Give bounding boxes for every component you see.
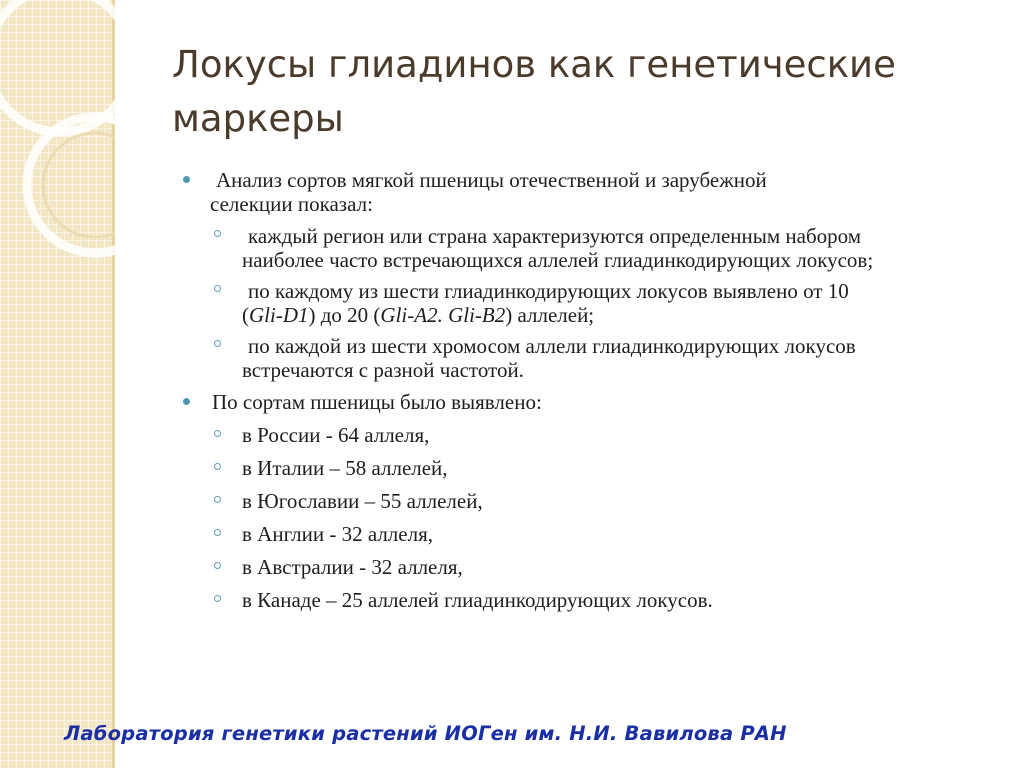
country-italy: в Италии – 58 аллелей, bbox=[242, 456, 448, 480]
bullet-dot bbox=[183, 398, 190, 405]
sub-bullet-ring bbox=[214, 463, 221, 470]
sub-2-line-1: по каждому из шести глиадинкодирующих локусов выявлено от 10 bbox=[248, 279, 849, 303]
sub-bullet-ring bbox=[214, 340, 221, 347]
locus-gli-d1: Gli-D1 bbox=[249, 303, 309, 327]
sub-bullet-ring bbox=[214, 230, 221, 237]
sub-bullet-ring bbox=[214, 529, 221, 536]
sub-3-line-1: по каждой из шести хромосом аллели глиадинкодирующих локусов bbox=[248, 334, 856, 358]
bullet-1-line-1: Анализ сортов мягкой пшеницы отечественной и зарубежной bbox=[216, 168, 767, 192]
sub-bullet-ring bbox=[214, 285, 221, 292]
sub-2-line-2: (Gli-D1) до 20 (Gli-A2. Gli-B2) аллелей; bbox=[242, 303, 595, 327]
country-england: в Англии - 32 аллеля, bbox=[242, 522, 433, 546]
sub-bullet-ring bbox=[214, 595, 221, 602]
sub-3-line-2: встречаются с разной частотой. bbox=[242, 358, 524, 382]
country-canada: в Канаде – 25 аллелей глиадинкодирующих локусов. bbox=[242, 588, 713, 612]
sub-1-line-2: наиболее часто встречающихся аллелей глиадинкодирующих локусов; bbox=[242, 248, 874, 272]
title-line-1: Локусы глиадинов как генетические bbox=[172, 43, 896, 86]
country-yugoslavia: в Югославии – 55 аллелей, bbox=[242, 489, 483, 513]
country-australia: в Австралии - 32 аллеля, bbox=[242, 555, 463, 579]
sub-1-line-1: каждый регион или страна характеризуются определенным набором bbox=[248, 224, 862, 248]
locus-gli-a2-b2: Gli-A2. Gli-B2 bbox=[380, 303, 506, 327]
sub-bullet-ring bbox=[214, 430, 221, 437]
bullet-1-line-2: селекции показал: bbox=[210, 192, 373, 216]
country-russia: в России - 64 аллеля, bbox=[242, 423, 430, 447]
sub-bullet-ring bbox=[214, 496, 221, 503]
title-line-2: маркеры bbox=[172, 97, 344, 140]
bullet-dot bbox=[183, 176, 190, 183]
sub-bullet-ring bbox=[214, 562, 221, 569]
footer-lab-name: Лаборатория генетики растений ИОГен им. Н.И. Вавилова РАН bbox=[64, 722, 787, 745]
bullet-2-line-1: По сортам пшеницы было выявлено: bbox=[212, 390, 542, 414]
